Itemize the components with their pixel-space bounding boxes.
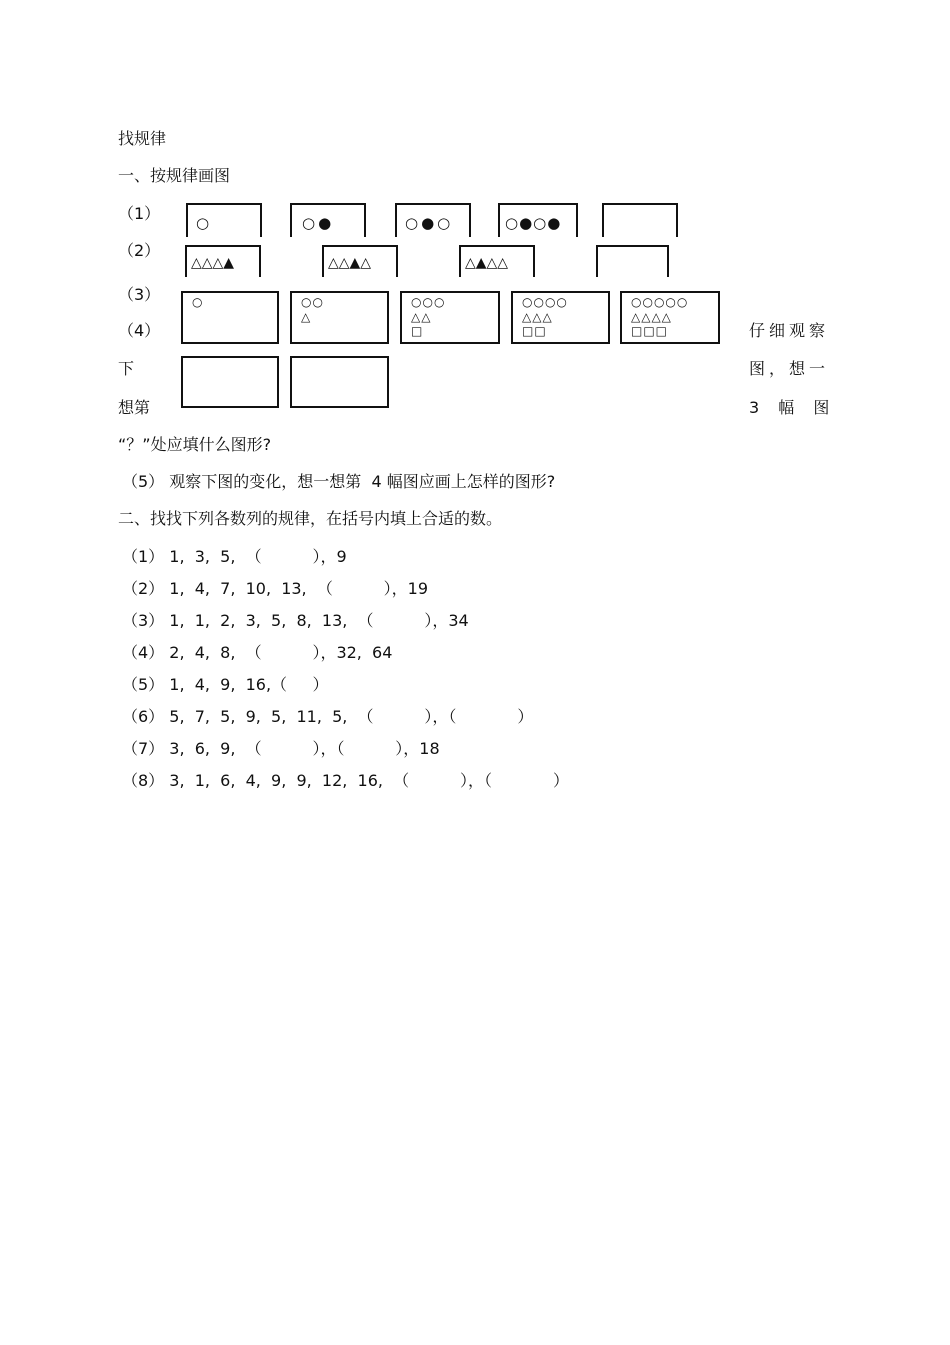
left-text-line-2: 想第 [118,398,151,417]
sequence-item-1: （1） 1, 3, 5, （ ），9 [122,547,347,566]
pattern4-answer-box-2[interactable] [290,356,389,408]
section1-heading: 一、按规律画图 [118,166,231,185]
item-label-3: （3） [118,285,161,304]
item-label-4: （4） [118,321,161,340]
side-text-line-3: 3 幅 图 [749,398,830,417]
pattern2-frame-answer[interactable] [596,245,669,277]
side-text-line-1: 仔细观察 [749,321,830,340]
item-label-2: （2） [118,241,161,260]
pattern3-box-4 [511,291,610,344]
sequence-item-6: （6） 5, 7, 5, 9, 5, 11, 5, （ ），（ ） [122,707,534,726]
sequence-item-7: （7） 3, 6, 9, （ ），（ ），18 [122,739,440,758]
circle-pattern: ○●○ [405,214,454,232]
circle-row: ○○○○ [522,295,568,309]
pattern3-box-3 [400,291,500,344]
item-label-1: （1） [118,204,161,223]
pattern3-box-2 [290,291,389,344]
triangle-pattern: △△▲△ [328,255,372,271]
sequence-item-4: （4） 2, 4, 8, （ ），32, 64 [122,643,393,662]
triangle-pattern: △▲△△ [465,255,509,271]
sequence-item-3: （3） 1, 1, 2, 3, 5, 8, 13, （ ），34 [122,611,469,630]
circle-pattern: ○●○● [505,214,562,232]
pattern1-frame-2 [290,203,366,237]
pattern3-box-1 [181,291,279,344]
triangle-row: △△△△ [631,310,672,324]
sequence-item-8: （8） 3, 1, 6, 4, 9, 9, 12, 16, （ ），（ ） [122,771,570,790]
sequence-item-5: （5） 1, 4, 9, 16,（ ） [122,675,329,694]
pattern3-box-5 [620,291,720,344]
pattern2-frame-2 [322,245,398,277]
circle-pattern: ○ [196,214,210,232]
square-row: □□□ [631,324,669,338]
triangle-row: △△ [411,310,432,324]
square-row: □ [411,324,424,338]
item-5-text: （5） 观察下图的变化，想一想第 4 幅图应画上怎样的图形? [122,472,556,491]
circle-row: ○○○○○ [631,295,689,309]
triangle-row: △ [301,310,312,324]
left-text-line-1: 下 [118,359,135,378]
pattern1-frame-answer[interactable] [602,203,678,237]
circle-row: ○○○ [411,295,446,309]
pattern1-frame-3 [395,203,471,237]
circle-row: ○ [192,295,203,309]
pattern2-frame-1 [185,245,261,277]
side-text-line-2: 图，想一 [749,359,830,378]
section2-heading: 二、找找下列各数列的规律，在括号内填上合适的数。 [118,509,503,528]
square-row: □□ [522,324,547,338]
sequence-item-2: （2） 1, 4, 7, 10, 13, （ ），19 [122,579,429,598]
triangle-row: △△△ [522,310,553,324]
pattern1-frame-4 [498,203,578,237]
triangle-pattern: △△△▲ [191,255,235,271]
page-title: 找规律 [118,129,167,148]
pattern2-frame-3 [459,245,535,277]
pattern4-answer-box-1[interactable] [181,356,279,408]
question-mark-line: “？”处应填什么图形? [118,435,272,454]
pattern1-frame-1 [186,203,262,237]
circle-pattern: ○● [302,214,335,232]
circle-row: ○○ [301,295,324,309]
